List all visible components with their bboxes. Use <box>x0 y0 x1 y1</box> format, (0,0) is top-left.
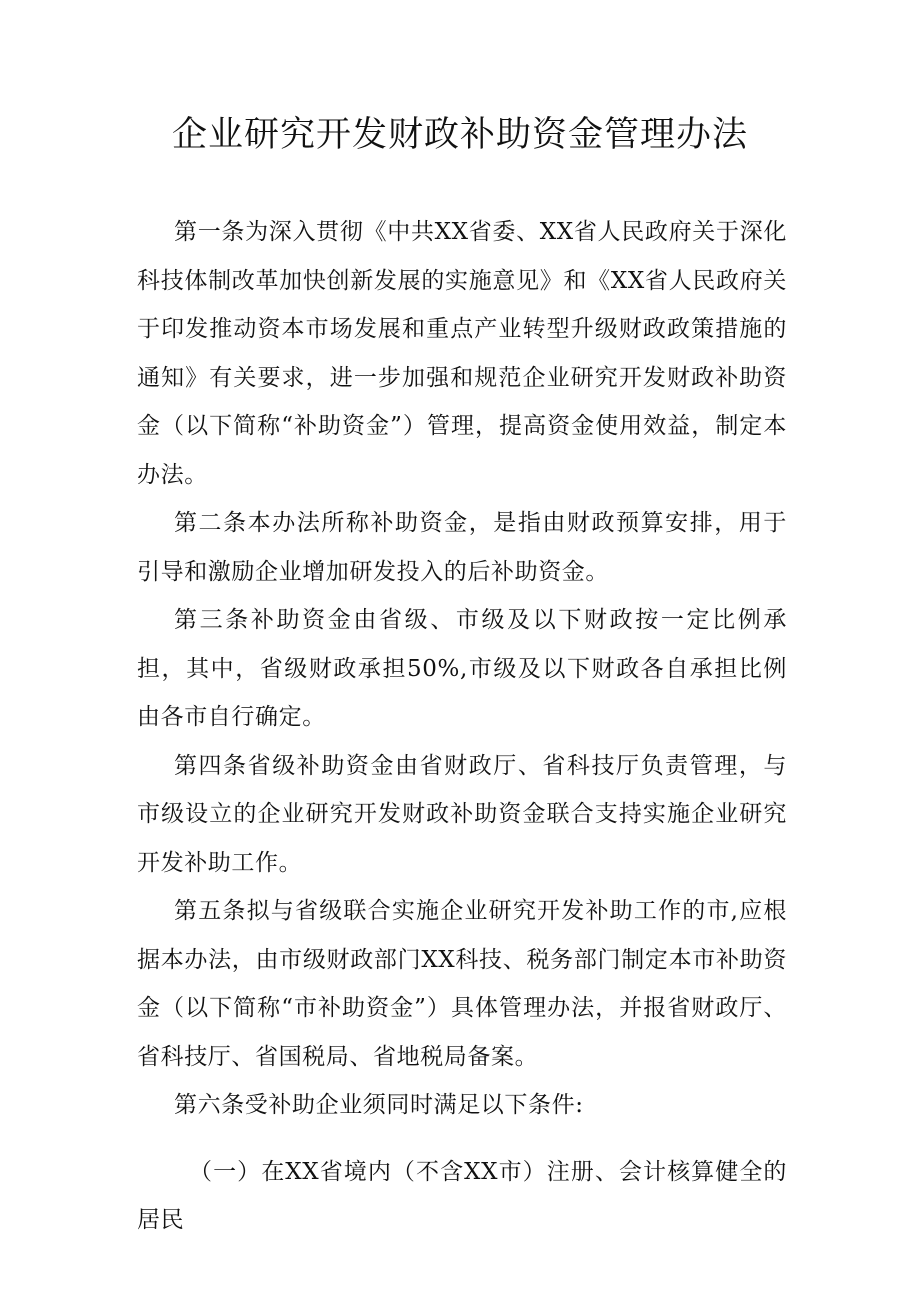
article-3: 第三条补助资金由省级、市级及以下财政按一定比例承担，其中，省级财政承担50%,市级及以下财政各自承担比例由各市自行确定。 <box>137 607 787 730</box>
article-2: 第二条本办法所称补助资金，是指由财政预算安排，用于引导和激励企业增加研发投入的后补助资金。 <box>137 510 787 585</box>
article-1: 第一条为深入贯彻《中共XX省委、XX省人民政府关于深化科技体制改革加快创新发展的实施意见》和《XX省人民政府关于印发推动资本市场发展和重点产业转型升级财政政策措施的通知》有关要求，进一步加强和规范企业研究开发财政补助资金（以下简称“补助资金”）管理，提高资金使用效益，制定本办法。 <box>137 219 787 488</box>
article-6: 第六条受补助企业须同时满足以下条件: <box>174 1092 584 1118</box>
article-6-item-1: （一）在XX省境内（不含XX市）注册、会计核算健全的居民 <box>137 1158 787 1233</box>
document-title: 企业研究开发财政补助资金管理办法 <box>171 115 748 155</box>
article-4: 第四条省级补助资金由省财政厅、省科技厅负责管理，与市级设立的企业研究开发财政补助资金联合支持实施企业研究开发补助工作。 <box>137 752 787 876</box>
document-body <box>137 208 787 1245</box>
article-5: 第五条拟与省级联合实施企业研究开发补助工作的市,应根据本办法，由市级财政部门XX科技、税务部门制定本市补助资金（以下简称“市补助资金”）具体管理办法，并报省财政厅、省科技厅、省国税局、省地税局备案。 <box>137 898 787 1070</box>
